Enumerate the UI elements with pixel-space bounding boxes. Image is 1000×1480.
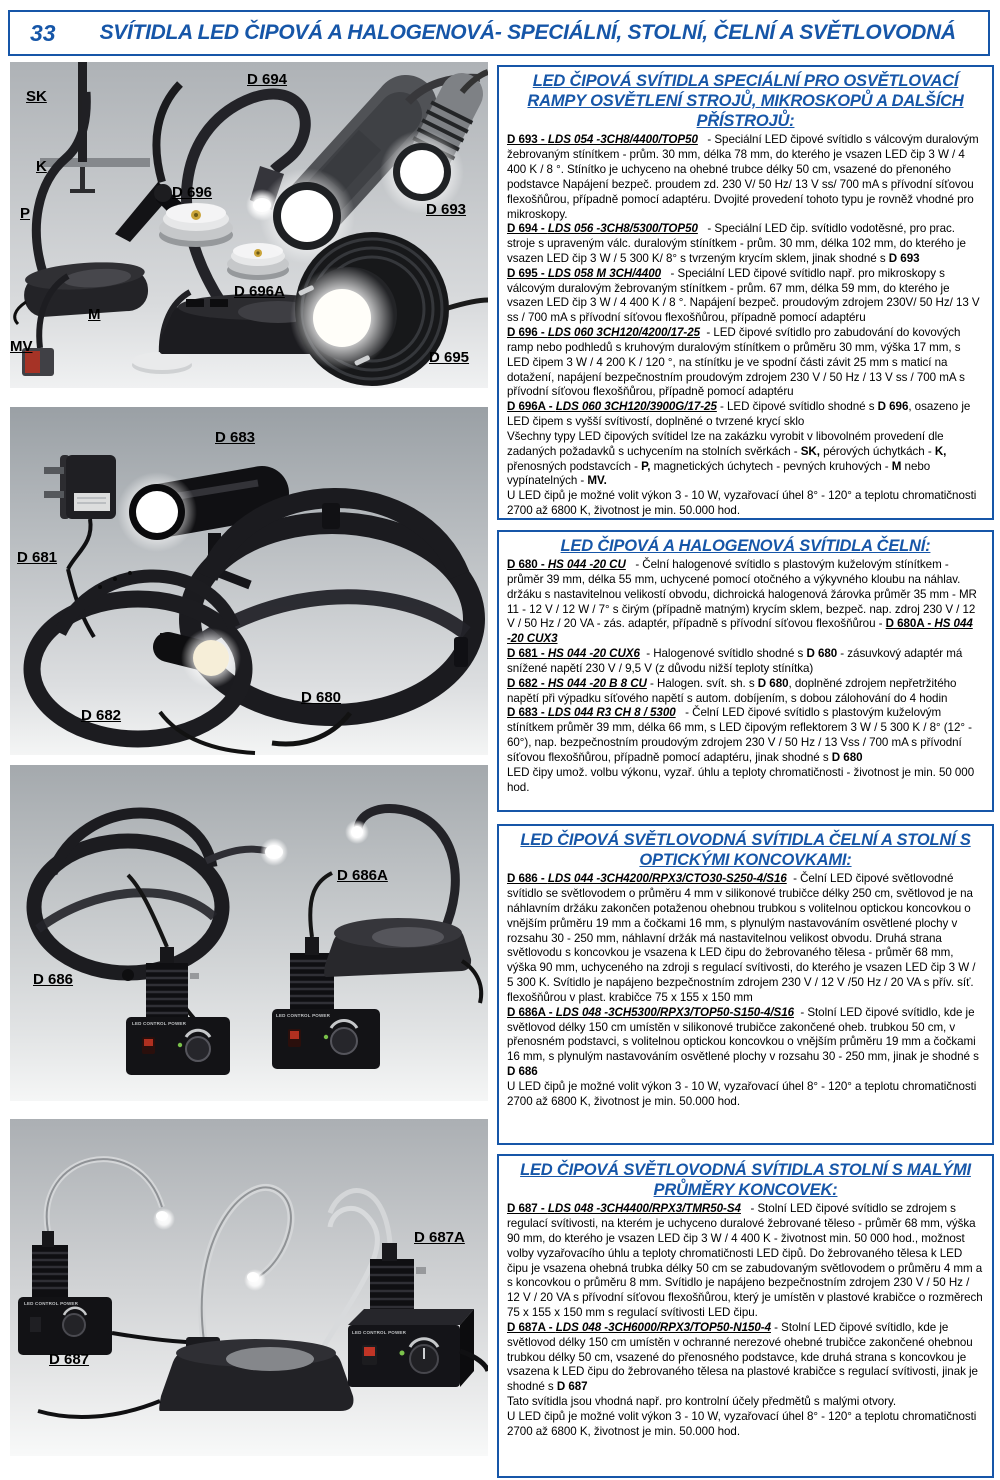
photo-label-d682: D 682 — [81, 707, 122, 724]
paragraph: D 693 - LDS 054 -3CH8/4400/TOP50 - Speciální LED čipové svítidlo s válcovým duralovým žebrovaným stínítkem - prům. 30 mm, délka 78 mm, do kterého je vsazen LED čip 3 W / 4 400 K / 8 °. Stínítko je uchyceno na ohebné trubce délky 50 cm, vsazené do přenoného podstavce Napájení bezpeč. proudem zd. 230 V/ 50 Hz/ 13 V ss/ 700 mA s přívodní síťovou flexošňůrou, případně pomocí adaptéru. Dvojité provedení tohoto typu je rovněž vhodné pro mikroskopy. — [507, 133, 979, 221]
photo-label-d693: D 693 — [426, 201, 467, 218]
paragraph: D 686A - LDS 048 -3CH5300/RPX3/TOP50-S150-4/S16 - Stolní LED čipové svítidlo, kde je světlovod délky 150 cm umístěn v silikonové trubičce zakončené oheb. trubkou 50 cm, v přenosném podstavci, s volitelnou optickou koncovkou o vnějším průměru 19 mm a čočkami 16 mm, s plynulým nastavováním osvětlené plochy v rozsahu 30 - 250 mm, jinak je shodné s D 686 — [507, 1005, 979, 1079]
photo-label-sk: SK — [26, 88, 47, 105]
control-box-label: LED CONTROL POWER — [132, 1021, 187, 1026]
photo-label-d695: D 695 — [429, 349, 470, 366]
special-lamps-illustration — [10, 62, 488, 388]
paragraph: D 696 - LDS 060 3CH120/4200/17-25 - LED čipové svítidlo pro zabudování do kovových ramp nebo podhledů s kruhovým duralovým stínítkem o průměru 30 mm, výška 17 mm, s LED čipem 3 W / 4 200 K / 120 °, na stínítku je ve spodní části závit 25 mm s maticí na dotažení, napájení bezpečnostním proudovým zdrojem 230 V / 50 Hz / 13 V ss / 700 mA s přívodní síťovou flexošňůrou, případně pomocí adaptéru — [507, 326, 965, 399]
desk-lightguide-lamps-illustration — [10, 1119, 488, 1456]
photo-label-d681: D 681 — [17, 549, 58, 566]
text-box-lightguide-optic-lamps — [497, 824, 994, 1145]
photo-label-d680: D 680 — [301, 689, 342, 706]
paragraph: D 687A - LDS 048 -3CH6000/RPX3/TOP50-N150-4 - Stolní LED čipové svítidlo, kde je světlovod délky 150 cm umístěn v ochranné nerezové ohebné trubičce zakončené ohebnou trubkou délky 50 cm, vsazené do přenosného podstavce, kde druhá strana s koncovkou je vsazena k LED čipu do žebrovaného tělesa na plastové krabičce s regulací svítivosti, jinak je shodné s D 687 — [507, 1320, 978, 1394]
control-box-label: LED CONTROL POWER — [24, 1301, 79, 1306]
paragraph: U LED čipů je možné volit výkon 3 - 10 W, vyzařovací úhel 8° - 120° a teplotu chromatičnosti 2700 až 6800 K, životnost je min. 50.000 hod. — [507, 1079, 977, 1108]
photo-panel-head-lamps — [10, 407, 488, 755]
paragraph: U LED čipů je možné volit výkon 3 - 10 W, vyzařovací úhel 8° - 120° a teplotu chromatičnosti 2700 až 6800 K, životnost je min. 50.000 hod. — [507, 489, 977, 518]
photo-label-d683: D 683 — [215, 429, 256, 446]
section-body — [507, 133, 984, 519]
photo-label-d686: D 686 — [33, 971, 74, 988]
section-body — [507, 872, 984, 1109]
paragraph: D 695 - LDS 058 M 3CH/4400 - Speciální LED čipové svítidlo např. pro mikroskopy s válcovým duralovým žebrovaným stínítkem - prům. 67 mm, délka 59 mm, do kterého je vsazen LED čip 3 W / 4 400 K / 8 °. Napájení bezpeč. proudovým zdrojem 230V/ 50 Hz/ 13 V ss / 700 mA s přívodní síťovou flexošňůrou, případně pomocí adaptéru — [507, 266, 980, 325]
paragraph: D 696A - LDS 060 3CH120/3900G/17-25 - LED čipové svítidlo shodné s D 696, osazeno je LED čipem s vyšší svítivostí, doplněné o tvrzené krycí sklo — [507, 400, 971, 429]
page-title: SVÍTIDLA LED ČIPOVÁ A HALOGENOVÁ- SPECIÁLNÍ, STOLNÍ, ČELNÍ A SVĚTLOVODNÁ — [99, 21, 956, 44]
paragraph: D 683 - LDS 044 R3 CH 8 / 5300 - Čelní LED čipové svítidlo s plastovým kuželovým stínítkem průměr 39 mm, délka 66 mm, s LED čipovým reflektorem 3 W / 5 300 K / 8° (12° - 60°), nap. bezpečnostním proudovým zdrojem 230 V / 50 Hz / 13 Vss / 700 mA s přívodní síťovou flexošňůrou, případně pomocí adaptéru, jinak shodné s D 680 — [507, 706, 972, 764]
paragraph: D 682 - HS 044 -20 B 8 CU - Halogen. svít. sh. s D 680, doplněné zdrojem nepřetržitého napětí při výpadku síťového napětí s autom. dobíjením, s dobou zálohování do 4 hodin — [507, 676, 957, 705]
paragraph: D 687 - LDS 048 -3CH4400/RPX3/TMR50-S4 - Stolní LED čipové svítidlo se zdrojem s regulací svítivosti, na kterém je uchyceno duralové žebrované těleso - průměr 68 mm, výška 90 mm, do kterého je vsazen LED čip 3 W / 4 400 K - životnost min. 50 000 hod., možnost volby vyzařovacího úhlu a teploty chromatičnosti LED čipů. Do žebrovaného tělesa k LED čipu je vsazena ohebná trubka délky 50 cm se zabudovaným světlovodem o průměru 4 mm a s koncovkou o průměru 8 mm. Svítidlo je napájeno bezpečnostním zdrojem 230 V / 50 Hz / 12 V / 20 VA s přívodní síťovou flexošňůrou, který je umístěn v plastové krabičce o rozměrech 75 x 155 x 150 mm s regulací svítivosti LED čipu. — [507, 1202, 983, 1320]
paragraph: D 681 - HS 044 -20 CUX6 - Halogenové svítidlo shodné s D 680 - zásuvkový adaptér má snížené napětí 230 V / 9,5 V (z důvodu nižší teploty stínítka) — [507, 647, 963, 675]
photo-label-d696: D 696 — [172, 184, 213, 201]
paragraph: D 680 - HS 044 -20 CU - Čelní halogenové svítidlo s plastovým kuželovým stínítkem - průměr 39 mm, délka 55 mm, uchycené pomocí otočného a výkyvného kloubu na náhlav. držáku s nastavitelnou velikostí obvodu, dichroická halogenová žárovka průměr 35 mm - MR 11 - 12 V / 12 W / 7° s čirým (případně matným) krycím sklem, bezpeč. nap. zdroj 230 V / 12 V / 50 Hz / 20 VA - zás. adaptér, případně s přívodní síťovou flexošňůrou - D 680A - HS 044 -20 CUX3 — [507, 558, 977, 646]
paragraph: LED čipy umož. volbu výkonu, vyzař. úhlu a teploty chromatičnosti - životnost je min. 50 000 hod. — [507, 765, 975, 794]
section-heading: LED ČIPOVÁ SVĚTLOVODNÁ SVÍTIDLA STOLNÍ S MALÝMI PRŮMĚRY KONCOVEK: — [520, 1161, 971, 1200]
page-header — [8, 10, 990, 56]
control-box-label: LED CONTROL POWER — [352, 1330, 407, 1335]
paragraph: Tato svítidla jsou vhodná např. pro kontrolní účely předmětů s malými otvory. — [507, 1395, 897, 1409]
section-body — [507, 558, 984, 795]
photo-label-d694: D 694 — [247, 71, 288, 88]
lightguide-lamps-illustration — [10, 765, 488, 1101]
paragraph: D 686 - LDS 044 -3CH4200/RPX3/CTO30-S250-4/S16 - Čelní LED čipové světlovodné svítidlo se světlovodem o průměru 4 mm v silikonové trubičce délky 250 cm, světlovod je na náhlavním držáku zakončen potaženou ohebnou trubkou s volitelnou optickou koncovkou o vnějším průměru 19 mm a čočkami 16 mm, s plynulým nastavováním osvětlené plochy v rozsahu 30 - 250 mm, náhlavní držák má nastavitelnou velikost obvodu. Druhá strana světlovodu s koncovkou je vsazena k LED čipu do žebrovaného tělesa - průměr 68 mm, výška 90 mm, uchyceného na zdroji s regulací svítivosti, do kterého je vsazen LED čip 3 W / 5 300 K. Svítidlo je napájeno bezpečnostním zdrojem 230 V / 12 V /50 Hz / 20 VA s přív. síť. flexošňůrou v plast. krabičce 75 x 155 x 150 mm — [507, 872, 976, 1004]
control-box-label: LED CONTROL POWER — [276, 1013, 331, 1018]
text-box-lightguide-small-tip-lamps — [497, 1154, 994, 1478]
head-lamps-illustration — [10, 407, 488, 755]
text-box-head-lamps — [497, 530, 994, 812]
puck-lamp-d696-illustration — [159, 203, 233, 247]
photo-label-m: M — [88, 306, 101, 323]
page-number: 33 — [30, 19, 56, 46]
paragraph: U LED čipů je možné volit výkon 3 - 10 W, vyzařovací úhel 8° - 120° a teplotu chromatičnosti 2700 až 6800 K, životnost je min. 50.000 hod. — [507, 1409, 977, 1438]
photo-label-d696a: D 696A — [234, 283, 285, 300]
text-box-special-lamps — [497, 65, 994, 520]
photo-panel-special-lamps — [10, 62, 488, 388]
section-heading: LED ČIPOVÁ SVÍTIDLA SPECIÁLNÍ PRO OSVĚTLOVACÍ RAMPY OSVĚTLENÍ STROJŮ, MIKROSKOPŮ A DALŠÍCH PŘÍSTROJŮ: — [527, 72, 964, 131]
section-heading: LED ČIPOVÁ A HALOGENOVÁ SVÍTIDLA ČELNÍ: — [560, 537, 931, 555]
photo-label-d686a: D 686A — [337, 867, 388, 884]
photo-label-k: K — [36, 158, 47, 175]
photo-panel-lightguide-lamps — [10, 765, 488, 1101]
paragraph: D 694 - LDS 056 -3CH8/5300/TOP50 - Speciální LED čip. svítidlo vodotěsné, pro prac. stroje s upraveným válc. duralovým stínítkem - prům. 30 mm, délka 102 mm, do kterého je vsazen LED čip 3 W / 5 300 K/ 8° s tvrzeným krycím sklem, jinak shodné s D 693 — [507, 222, 966, 265]
photo-panel-desk-lightguide-lamps — [10, 1119, 488, 1456]
photo-label-d687: D 687 — [49, 1351, 90, 1368]
photo-label-d687a: D 687A — [414, 1229, 465, 1246]
section-body — [507, 1202, 984, 1439]
photo-label-mv: MV — [10, 338, 33, 355]
paragraph: Všechny typy LED čipových svítidel lze na zakázku vyrobit v libovolném provedení dle zadaných požadavků s uchycením na stolních svěrkách - SK, pérových úchytkách - K, přenosných podstavcích - P, magnetických úchytech - pevných kruhových - M nebo vypínatelných - MV. — [507, 429, 947, 488]
photo-label-p: P — [20, 205, 31, 222]
section-heading: LED ČIPOVÁ SVĚTLOVODNÁ SVÍTIDLA ČELNÍ A STOLNÍ S OPTICKÝMI KONCOVKAMI: — [520, 831, 971, 870]
